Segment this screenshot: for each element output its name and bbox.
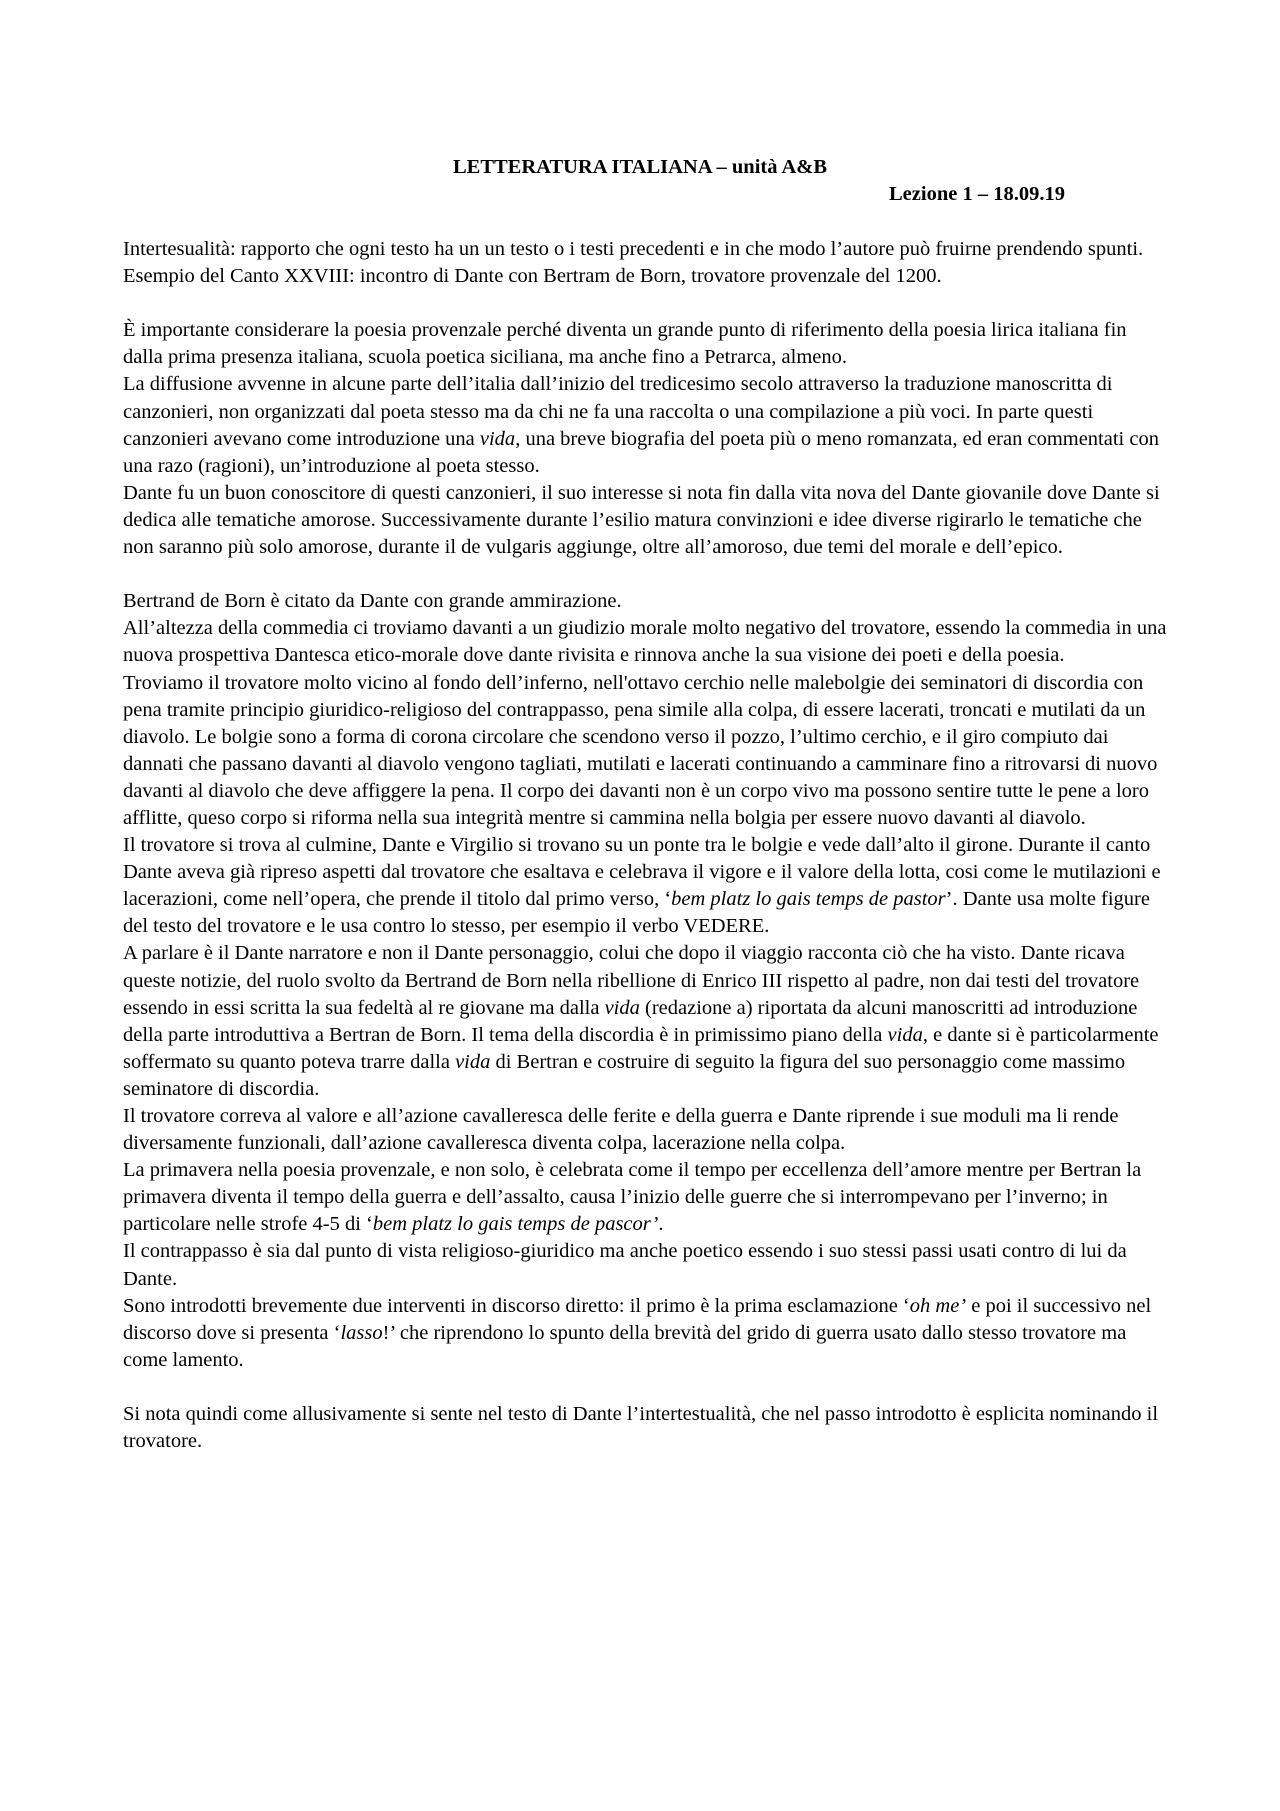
paragraph-gap: [123, 561, 1168, 588]
paragraph: A parlare è il Dante narratore e non il Dante personaggio, colui che dopo il viaggio racconta ciò che ha visto. Dante ricava queste notizie, del ruolo svolto da Bertrand de Born nella ribellione di Enrico III rispetto al padre, non dai testi del trovatore essendo in essi scritta la sua fedeltà al re giovane ma dalla vida (redazione a) riportata da alcuni manoscritti ad introduzione della parte introduttiva a Bertran de Born. Il tema della discordia è in primissimo piano della vida, e dante si è particolarmente soffermato su quanto poteva trarre dalla vida di Bertran e costruire di seguito la figura del suo personaggio come massimo seminatore di discordia.: [123, 942, 1159, 1100]
paragraph: Esempio del Canto XXVIII: incontro di Dante con Bertram de Born, trovatore provenzale del 1200.: [123, 265, 942, 288]
paragraph: Bertrand de Born è citato da Dante con grande ammirazione.: [123, 590, 622, 613]
paragraph: Si nota quindi come allusivamente si sente nel testo di Dante l’intertestualità, che nel passo introdotto è esplicita nominando il trovatore.: [123, 1403, 1159, 1453]
paragraph: Sono introdotti brevemente due interventi in discorso diretto: il primo è la prima esclamazione ‘oh me’ e poi il successivo nel discorso dove si presenta ‘lasso!’ che riprendono lo spunto della brevità del grido di guerra usato dallo stesso trovatore ma come lamento.: [123, 1294, 1152, 1371]
paragraph: La primavera nella poesia provenzale, e non solo, è celebrata come il tempo per eccellenza dell’amore mentre per Bertran la primavera diventa il tempo della guerra e dell’assalto, causa l’inizio delle guerre che si interrompevano per l’inverno; in particolare nelle strofe 4-5 di ‘bem platz lo gais temps de pascor’.: [123, 1159, 1142, 1236]
paragraph: È importante considerare la poesia provenzale perché diventa un grande punto di riferimento della poesia lirica italiana fin dalla prima presenza italiana, scuola poetica siciliana, ma anche fino a Petrarca, almeno.: [123, 319, 1127, 369]
document-title: LETTERATURA ITALIANA – unità A&B: [452, 156, 828, 178]
lesson-subtitle: Lezione 1 – 18.09.19: [889, 183, 1065, 205]
paragraph-gap: [123, 290, 1168, 317]
paragraph: Il trovatore si trova al culmine, Dante e Virgilio si trovano su un ponte tra le bolgie e vede dall’alto il girone. Durante il canto Dante aveva già ripreso aspetti dal trovatore che esaltava e celebrava il vigore e il valore della lotta, cosi come le mutilazioni e lacerazioni, come nell’opera, che prende il titolo dal primo verso, ‘bem platz lo gais temps de pastor’. Dante usa molte figure del testo del trovatore e le usa contro lo stesso, per esempio il verbo VEDERE.: [123, 834, 1161, 938]
paragraph: All’altezza della commedia ci troviamo davanti a un giudizio morale molto negativo del trovatore, essendo la commedia in una nuova prospettiva Dantesca etico-morale dove dante rivisita e rinnova anche la sua visione dei poeti e della poesia.: [123, 617, 1167, 667]
paragraph-gap: [123, 1374, 1168, 1401]
paragraph: Intertesualità: rapporto che ogni testo ha un un testo o i testi precedenti e in che modo l’autore può fruirne prendendo spunti.: [123, 238, 1144, 260]
document-body: [123, 236, 1168, 1455]
paragraph: La diffusione avvenne in alcune parte dell’italia dall’inizio del tredicesimo secolo attraverso la traduzione manoscritta di canzonieri, non organizzati dal poeta stesso ma da chi ne fa una raccolta o una compilazione a più voci. In parte questi canzonieri avevano come introduzione una vida, una breve biografia del poeta più o meno romanzata, ed eran commentati con una razo (ragioni), un’introduzione al poeta stesso.: [123, 373, 1159, 477]
paragraph: Dante fu un buon conoscitore di questi canzonieri, il suo interesse si nota fin dalla vita nova del Dante giovanile dove Dante si dedica alle tematiche amorose. Successivamente durante l’esilio matura convinzioni e idee diverse rigirarlo le tematiche che non saranno più solo amorose, durante il de vulgaris aggiunge, oltre all’amoroso, due temi del morale e dell’epico.: [123, 481, 1160, 559]
paragraph: Il trovatore correva al valore e all’azione cavalleresca delle ferite e della guerra e Dante riprende i sue moduli ma li rende diversamente funzionali, dall’azione cavalleresca diventa colpa, lacerazione nella colpa.: [123, 1105, 1119, 1155]
paragraph: Troviamo il trovatore molto vicino al fondo dell’inferno, nell'ottavo cerchio nelle malebolgie dei seminatori di discordia con pena tramite principio giuridico-religioso del contrappasso, pena simile alla colpa, di essere lacerati, troncati e mutilati da un diavolo. Le bolgie sono a forma di corona circolare che scendono verso il pozzo, l’ultimo cerchio, e il giro compiuto dai dannati che passano davanti al diavolo vengono tagliati, mutilati e lacerati continuando a camminare fino a ritrovarsi di nuovo davanti al diavolo che deve affiggere la pena. Il corpo dei davanti non è un corpo vivo ma possono sentire tutte le pene a loro afflitte, queso corpo si riforma nella sua integrità mentre si cammina nella bolgia per essere nuovo davanti al diavolo.: [123, 671, 1158, 829]
paragraph: Il contrappasso è sia dal punto di vista religioso-giuridico ma anche poetico essendo i suo stessi passi usati contro di lui da Dante.: [123, 1240, 1127, 1290]
